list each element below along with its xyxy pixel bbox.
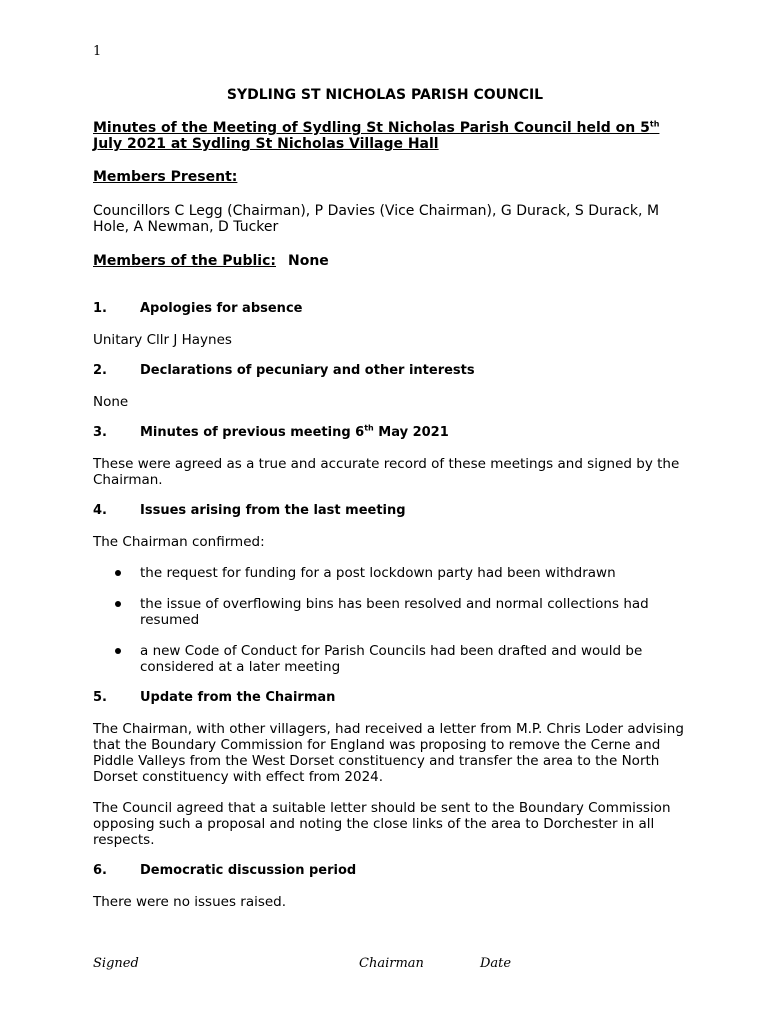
members-present-heading: Members Present: (93, 169, 238, 185)
bullet-icon (115, 648, 121, 654)
date-label: Date (480, 956, 512, 971)
section-heading-apologies (93, 301, 693, 317)
section-number: 3. (93, 425, 107, 440)
section-text-apologies: Unitary Cllr J Haynes (93, 332, 232, 348)
minutes-heading-sup: th (649, 119, 660, 129)
section-heading-democratic-discussion (93, 863, 693, 879)
members-public-value: None (288, 253, 329, 269)
section-title: Issues arising from the last meeting (140, 503, 406, 518)
bullet-icon (115, 570, 121, 576)
section-text-previous-minutes: These were agreed as a true and accurate record of these meetings and signed by the Chairman. (93, 456, 680, 488)
chairman-label: Chairman (359, 956, 424, 971)
section-title-sup: th (364, 423, 374, 433)
section-title: Apologies for absence (140, 301, 303, 316)
section-intro-issues-arising: The Chairman confirmed: (93, 534, 265, 550)
list-item (93, 643, 693, 675)
list-item (93, 596, 693, 628)
list-item-text: the issue of overflowing bins has been resolved and normal collections had resumed (140, 596, 649, 628)
section-text-declarations: None (93, 394, 129, 410)
section-text-democratic-discussion: There were no issues raised. (93, 894, 287, 910)
council-title: SYDLING ST NICHOLAS PARISH COUNCIL (226, 87, 544, 103)
members-public-label: Members of the Public: (93, 253, 276, 269)
list-item-text: a new Code of Conduct for Parish Councils had been drafted and would be considered at a later meeting (140, 643, 643, 675)
section-title: Declarations of pecuniary and other interests (140, 363, 475, 378)
section-title: Update from the Chairman (140, 690, 336, 705)
list-item-text: the request for funding for a post lockdown party had been withdrawn (140, 565, 616, 581)
section-number: 4. (93, 503, 107, 518)
members-present-list: Councillors C Legg (Chairman), P Davies (Vice Chairman), G Durack, S Durack, M Hole, A Newman, D Tucker (93, 203, 660, 235)
issues-bullet-list (93, 565, 693, 675)
section-title-text: Minutes of previous meeting 6 (140, 425, 365, 440)
members-public-row (93, 253, 693, 269)
bullet-icon (115, 601, 121, 607)
section-title (140, 425, 449, 441)
signature-line (0, 956, 770, 974)
section-number: 5. (93, 690, 107, 705)
minutes-heading (93, 120, 693, 152)
section-title: Democratic discussion period (140, 863, 357, 878)
section-heading-previous-minutes (93, 425, 693, 441)
section-heading-declarations (93, 363, 693, 379)
signed-label: Signed (93, 956, 139, 971)
document-body (93, 87, 693, 925)
minutes-heading-text: Minutes of the Meeting of Sydling St Nicholas Parish Council held on 5 (93, 120, 650, 136)
section-number: 6. (93, 863, 107, 878)
section-number: 2. (93, 363, 107, 378)
section-number: 1. (93, 301, 107, 316)
section-title-tail: May 2021 (373, 425, 449, 440)
page-number: 1 (93, 44, 102, 59)
list-item (93, 565, 693, 581)
minutes-heading-tail: July 2021 at Sydling St Nicholas Village Hall (93, 136, 439, 152)
section-text-chairman-update-2: The Council agreed that a suitable letter should be sent to the Boundary Commission opposing such a proposal and noting the close links of the area to Dorchester in all respects. (93, 800, 671, 848)
section-heading-chairman-update (93, 690, 693, 706)
section-heading-issues-arising (93, 503, 693, 519)
section-text-chairman-update-1: The Chairman, with other villagers, had received a letter from M.P. Chris Loder advising that the Boundary Commission for England was proposing to remove the Cerne and Piddle Valleys from the West Dorset constituency and transfer the area to the North Dorset constituency with effect from 2024. (93, 721, 684, 785)
